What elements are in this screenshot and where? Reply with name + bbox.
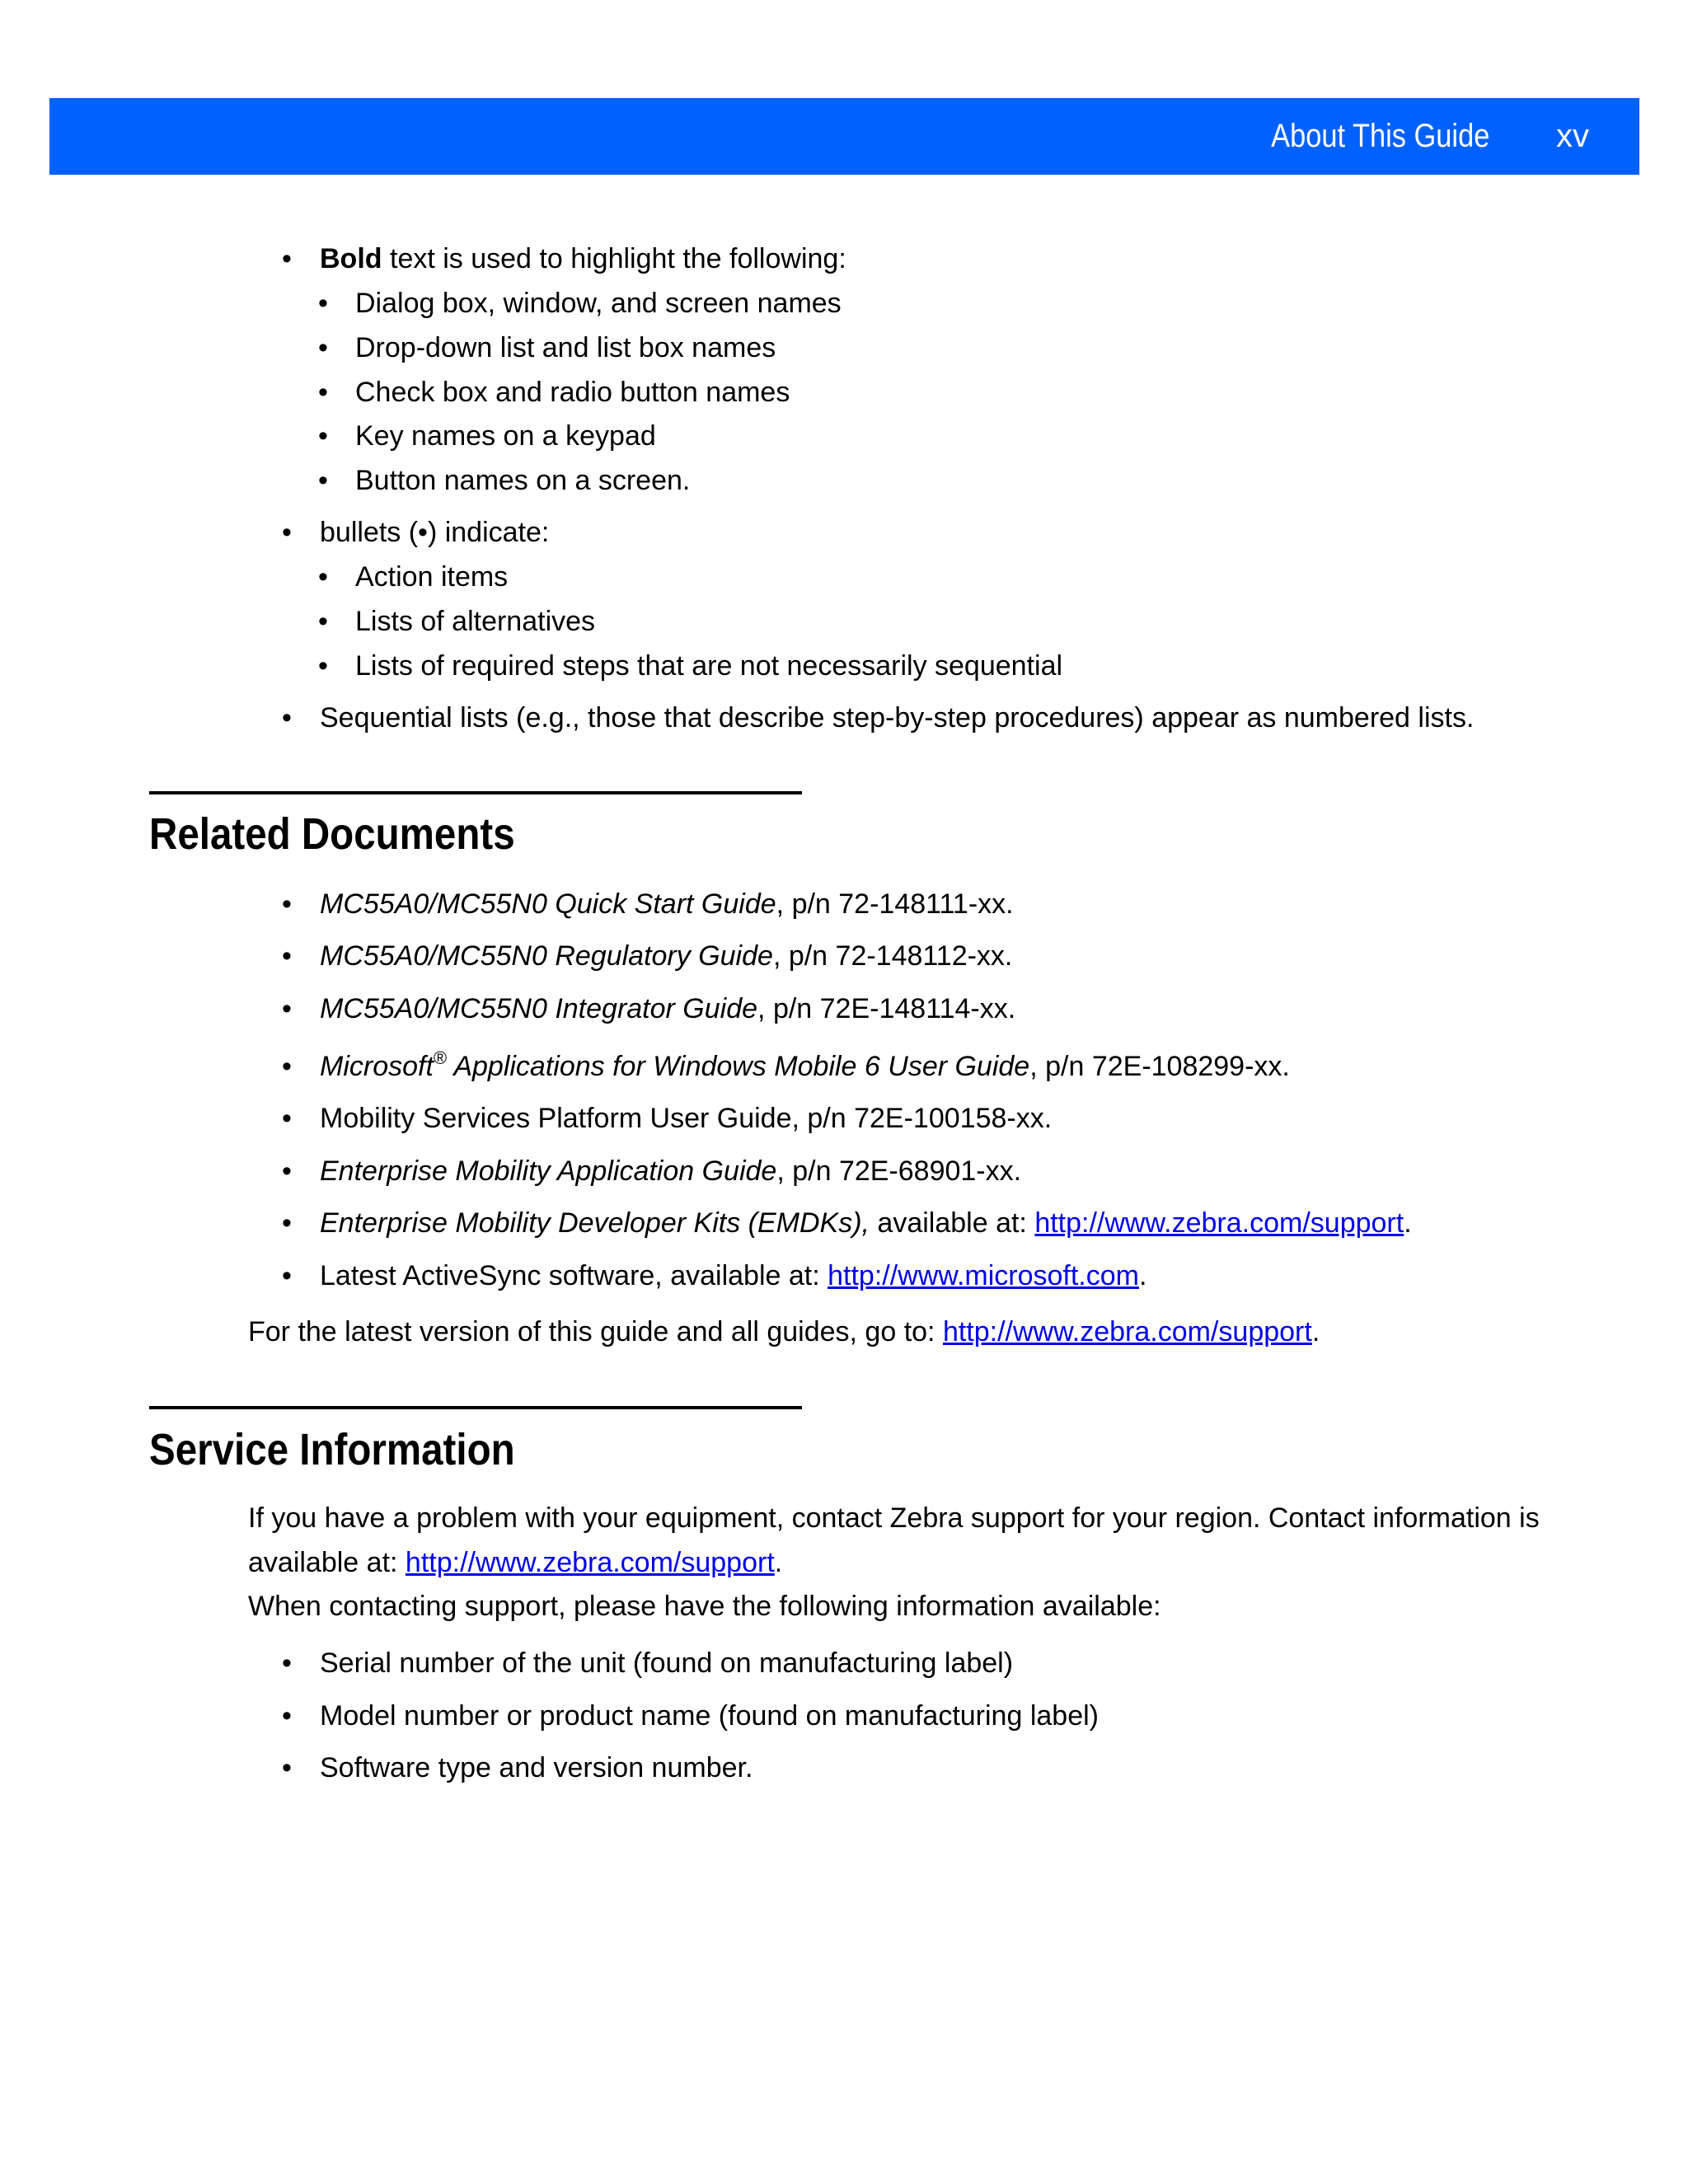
list-item: Key names on a keypad: [355, 420, 656, 452]
bullet-marker: •: [282, 1103, 292, 1134]
part-number: , p/n 72E-148114-xx.: [757, 993, 1016, 1024]
list-item: Drop-down list and list box names: [355, 332, 776, 363]
item-text: Latest ActiveSync software, available at:: [320, 1260, 828, 1291]
bullet-marker: •: [282, 1155, 292, 1187]
bullet-marker: •: [282, 517, 292, 548]
document-title: MC55A0/MC55N0 Quick Start Guide: [320, 888, 776, 920]
zebra-support-link[interactable]: http://www.zebra.com/support: [942, 1316, 1312, 1347]
document-title: MC55A0/MC55N0 Integrator Guide: [320, 993, 758, 1024]
bullet-marker: •: [318, 420, 328, 452]
related-document-item: Mobility Services Platform User Guide, p/n 72E-100158-xx.: [320, 1103, 1053, 1134]
list-item: bullets (•) indicate:: [320, 517, 550, 548]
list-item: Dialog box, window, and screen names: [355, 288, 842, 319]
bullet-marker: •: [318, 606, 328, 637]
section-rule: [149, 791, 802, 794]
list-item: Model number or product name (found on manufacturing label): [320, 1700, 1099, 1732]
paragraph-text: .: [1311, 1316, 1320, 1347]
document-title: Microsoft: [320, 1051, 434, 1082]
bullet-marker: •: [282, 888, 292, 920]
bullet-marker: •: [318, 561, 328, 593]
item-text: available at:: [869, 1207, 1035, 1239]
related-document-item: [320, 888, 1014, 921]
zebra-support-link[interactable]: http://www.zebra.com/support: [1034, 1207, 1404, 1239]
microsoft-link[interactable]: http://www.microsoft.com: [828, 1260, 1139, 1291]
service-paragraph-line: When contacting support, please have the following information available:: [248, 1591, 1161, 1622]
list-item: Lists of alternatives: [355, 606, 596, 637]
related-document-item: [320, 992, 1015, 1025]
service-paragraph-line: [248, 1546, 782, 1579]
document-title: Enterprise Mobility Application Guide: [320, 1155, 777, 1187]
zebra-support-link[interactable]: http://www.zebra.com/support: [405, 1547, 775, 1578]
bullet-marker: •: [282, 1647, 292, 1679]
section-heading-service-information: Service Information: [149, 1425, 515, 1474]
registered-mark: ®: [433, 1047, 448, 1068]
part-number: , p/n 72-148112-xx.: [772, 940, 1013, 972]
paragraph-text: For the latest version of this guide and all guides, go to:: [248, 1316, 943, 1347]
item-text: .: [1138, 1260, 1147, 1291]
bullet-marker: •: [282, 993, 292, 1024]
bullet-marker: •: [282, 702, 292, 733]
part-number: , p/n 72E-108299-xx.: [1029, 1051, 1290, 1082]
paragraph-text: available at:: [248, 1547, 406, 1578]
document-title: Applications for Windows Mobile 6 User Guide: [447, 1051, 1030, 1082]
bullet-marker: •: [318, 288, 328, 319]
list-item: Software type and version number.: [320, 1752, 753, 1783]
bullet-marker: •: [282, 1752, 292, 1783]
bullet-marker: •: [318, 332, 328, 363]
service-paragraph-line: If you have a problem with your equipment, contact Zebra support for your region. Contact information is: [248, 1502, 1540, 1534]
list-item: [320, 242, 846, 275]
bullet-marker: •: [282, 1260, 292, 1291]
latest-guides-paragraph: [248, 1315, 1320, 1348]
list-item: Button names on a screen.: [355, 465, 691, 496]
paragraph-text: .: [774, 1547, 783, 1578]
page-number: xv: [1556, 118, 1589, 154]
list-item: Sequential lists (e.g., those that describe step-by-step procedures) appear as numbered lists.: [320, 702, 1475, 733]
page-header-bar: [49, 98, 1639, 175]
bullet-marker: •: [318, 650, 328, 682]
item-text: .: [1404, 1207, 1412, 1239]
list-item: Serial number of the unit (found on manufacturing label): [320, 1647, 1014, 1679]
bullet-marker: •: [318, 377, 328, 408]
related-document-item: [320, 1207, 1412, 1240]
bullet-marker: •: [318, 465, 328, 496]
related-document-item: [320, 1155, 1021, 1188]
related-document-item: [320, 1259, 1146, 1292]
section-rule: [149, 1406, 802, 1409]
header-title: About This Guide: [1270, 118, 1489, 154]
bullet-marker: •: [282, 1051, 292, 1082]
part-number: , p/n 72-148111-xx.: [776, 888, 1014, 920]
bullet-marker: •: [282, 940, 292, 972]
related-document-item: [320, 940, 1012, 972]
document-title: Enterprise Mobility Developer Kits (EMDKs),: [320, 1207, 870, 1239]
list-item: Check box and radio button names: [355, 377, 790, 408]
section-heading-related-documents: Related Documents: [149, 809, 515, 859]
part-number: , p/n 72E-68901-xx.: [776, 1155, 1022, 1187]
related-document-item: [320, 1047, 1290, 1083]
document-title: MC55A0/MC55N0 Regulatory Guide: [320, 940, 773, 972]
bullet-marker: •: [282, 1207, 292, 1239]
bullet-marker: •: [282, 243, 292, 274]
bold-word: Bold: [320, 243, 382, 274]
list-item: Lists of required steps that are not necessarily sequential: [355, 650, 1063, 682]
list-item-text: text is used to highlight the following:: [382, 243, 846, 274]
list-item: Action items: [355, 561, 509, 593]
bullet-marker: •: [282, 1700, 292, 1732]
